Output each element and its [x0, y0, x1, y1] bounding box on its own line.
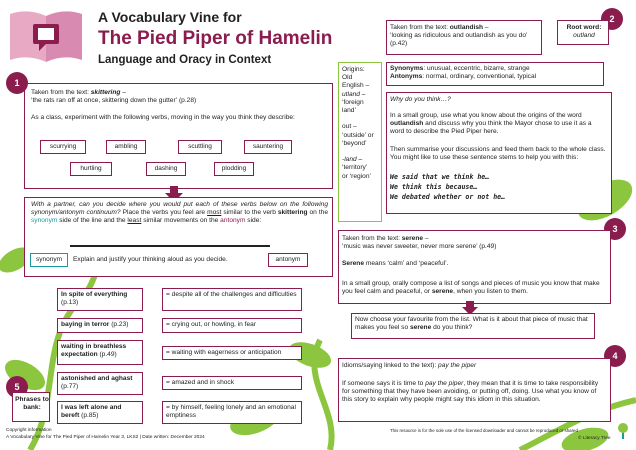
- section2-badge: 2: [601, 8, 623, 30]
- phrase-cell: astonished and aghast (p.77): [57, 372, 143, 395]
- meaning-cell: = despite all of the challenges and difficulties: [162, 288, 302, 311]
- section1-badge: 1: [6, 72, 28, 94]
- verb-tag: scurrying: [40, 140, 86, 154]
- skittering-word: skittering: [90, 89, 121, 96]
- origins-line: -land –: [342, 156, 363, 164]
- origins-line: ‘beyond’: [342, 139, 367, 147]
- phrase-cell: baying in terror (p.23): [57, 318, 143, 333]
- section1-quote: ‘the rats ran off at once, skittering down the gutter’ (p.28): [31, 97, 197, 105]
- continuum-instruction: With a partner, can you decide where you would put each of these verbs below on the following synonym/antonym continuum? Place the verbs you feel are most similar to the verb skittering on the synonym side of the line and the least similar movements on the antonym side:: [31, 201, 329, 225]
- section2-quote: Taken from the text: outlandish – ‘looking as ridiculous and outlandish as you do’ (p.42): [390, 24, 528, 48]
- why-heading: Why do you think…?: [390, 96, 451, 103]
- origins-line: Origins:: [342, 66, 365, 73]
- page-subtitle: Language and Oracy in Context: [98, 54, 272, 66]
- origins-line: ‘territory’: [342, 164, 368, 172]
- origins-text: [342, 66, 382, 181]
- synonyms-text: Synonyms: unusual, eccentric, bizarre, strange Antonyms: normal, ordinary, conventional, typical: [390, 65, 537, 81]
- section4-badge: 4: [604, 345, 626, 367]
- verb-tag: ambling: [106, 140, 146, 154]
- title-line1: A Vocabulary Vine for: [98, 9, 242, 25]
- section1-instruction: As a class, experiment with the following verbs, moving in the way you think they describe:: [31, 114, 295, 121]
- verb-tag: hurtling: [70, 162, 112, 176]
- phrase-cell: waiting in breathless expectation (p.49): [57, 340, 143, 365]
- verb-tag: dashing: [146, 162, 186, 176]
- sentence-stem: We said that we think he…: [390, 173, 490, 181]
- why-stems-intro: Then summarise your discussions and feed them back to the whole class. You might like to use these sentence stems to help you with this:: [390, 146, 606, 162]
- origins-line: ‘foreign: [342, 98, 364, 106]
- origins-line: Old: [342, 74, 353, 82]
- copyright: Copyright information: [6, 428, 52, 433]
- credit: A Vocabulary Vine for The Pied Piper of Hamelin Year 3, LKS2 | Date written: December 2024: [6, 435, 205, 440]
- literacy-tree-logo-icon: [617, 423, 629, 439]
- idiom-text: If someone says it is time to pay the piper, they mean that it is time to take responsibility for something that they have been avoiding, or putting off, doing. Use what you know of this story to explain why people might say this idiom in this situation.: [342, 380, 599, 404]
- origins-line: utland –: [342, 90, 366, 98]
- verb-tag: plodding: [214, 162, 254, 176]
- synonym-label: synonym: [30, 253, 68, 267]
- continuum-explain: Explain and justify your thinking aloud as you decide.: [73, 256, 228, 263]
- section3-task: In a small group, orally compose a list of songs and pieces of music you know that make you feel calm and peaceful, or serene, when you listen to them.: [342, 280, 600, 296]
- continuum-line: [70, 245, 270, 247]
- origins-line: English –: [342, 82, 370, 90]
- phrase-cell: I was left alone and bereft (p.85): [57, 401, 143, 424]
- verb-tag: scuttling: [178, 140, 222, 154]
- why-text: In a small group, use what you know about the origins of the word outlandish and discuss why you think the Mayor chose to use it as a word to describe the Pied Piper here.: [390, 112, 592, 136]
- origins-line: land’: [342, 107, 356, 115]
- section5-badge: 5: [6, 376, 28, 398]
- section3-followup: Now choose your favourite from the list. What is it about that piece of music that makes you feel so serene do you think?: [355, 316, 588, 332]
- root-word: Root word: outland: [566, 24, 602, 40]
- sentence-stem: We debated whether or not he…: [390, 193, 506, 201]
- antonym-label: antonym: [268, 253, 308, 267]
- phrases-label: Phrases to bank:: [15, 396, 49, 412]
- origins-line: out –: [342, 123, 357, 131]
- phrase-cell: In spite of everything (p.13): [57, 288, 143, 311]
- licence-text: This resource is for the sole use of the licensed downloader and cannot be reproduced or shared: [390, 428, 578, 433]
- sentence-stem: We think this because…: [390, 183, 478, 191]
- origins-line: [342, 115, 382, 123]
- origins-line: [342, 148, 382, 156]
- origins-line: or ‘region’: [342, 172, 371, 180]
- book-speech-logo-icon: [6, 6, 86, 64]
- section3-quote: Taken from the text: serene – ‘music was never sweeter, never more serene’ (p.49): [342, 235, 497, 251]
- meaning-cell: = waiting with eagerness or anticipation: [162, 346, 302, 360]
- origins-line: ‘outside’ or: [342, 131, 374, 139]
- meaning-cell: = by himself, feeling lonely and an emotional emptiness: [162, 401, 302, 424]
- section3-badge: 3: [604, 218, 626, 240]
- page-title: The Pied Piper of Hamelin: [98, 28, 333, 49]
- section1-intro: Taken from the text: skittering – ‘the rats ran off at once, skittering down the gutter’ (p.28): [31, 89, 197, 105]
- idiom-heading: Idioms/saying linked to the text): pay the piper: [342, 362, 477, 369]
- verb-tag: sauntering: [244, 140, 292, 154]
- brand-text: © Literacy Tree: [578, 436, 611, 441]
- meaning-cell: = crying out, or howling, in fear: [162, 318, 302, 333]
- meaning-cell: = amazed and in shock: [162, 376, 302, 390]
- section3-meaning: Serene means ‘calm’ and ‘peaceful’.: [342, 260, 449, 267]
